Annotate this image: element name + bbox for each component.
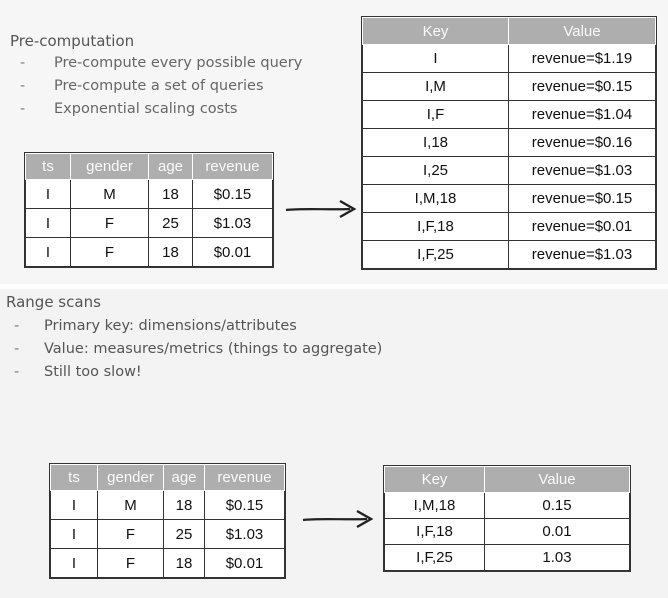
table-row [385,519,630,545]
table-cell: 0.01 [485,519,630,545]
column-header: revenue [205,465,285,491]
column-header: age [149,154,193,180]
dash-icon: - [20,55,26,71]
table-cell: I,F,25 [363,241,509,269]
range-scans-bullets [14,315,382,384]
key-value-table [362,17,656,269]
table-cell: I,25 [363,157,509,185]
table-cell: I,M,18 [385,493,485,519]
table-cell: revenue=$1.03 [509,157,656,185]
table-cell: I [26,180,71,209]
table-cell: $0.01 [193,238,273,267]
column-header: gender [71,154,149,180]
dash-icon: - [14,364,20,380]
table-row [363,45,656,73]
table-cell: M [98,491,164,520]
table-row [51,520,285,549]
table-row [363,241,656,269]
table-cell: F [71,238,149,267]
precomputation-heading: Pre-computation [10,32,135,50]
table-cell: I [26,209,71,238]
column-header: Key [363,18,509,45]
table-cell: I [51,491,98,520]
column-header: Value [485,467,630,493]
table-cell: revenue=$0.15 [509,185,656,213]
table-cell: I,F,25 [385,545,485,571]
table-row [26,180,273,209]
table-cell: I [51,520,98,549]
arrow-icon [301,508,375,530]
column-header: gender [98,465,164,491]
column-header: Key [385,467,485,493]
table-header-row [385,467,630,493]
dash-icon: - [14,341,20,357]
table-cell: I,F,18 [385,519,485,545]
table-cell: I,18 [363,129,509,157]
column-header: Value [509,18,656,45]
table-body [385,493,630,571]
dash-icon: - [14,318,20,334]
column-header: revenue [193,154,273,180]
table-cell: I,F,18 [363,213,509,241]
column-header: age [164,465,205,491]
table-cell: 18 [149,180,193,209]
table-row [385,545,630,571]
table-cell: $0.01 [205,549,285,578]
table-cell: 18 [149,238,193,267]
table-cell: F [71,209,149,238]
table-row [363,129,656,157]
bullet-item: - Pre-compute every possible query [20,52,302,75]
table-row [51,549,285,578]
source-table [50,464,285,578]
table-row [51,491,285,520]
table-cell: M [71,180,149,209]
table-cell: I,M,18 [363,185,509,213]
table-header-row [363,18,656,45]
table-cell: $0.15 [193,180,273,209]
table-row [363,185,656,213]
table-cell: I [26,238,71,267]
bullet-item: - Exponential scaling costs [20,98,302,121]
precomputation-bullets [20,52,302,121]
table-cell: I,M [363,73,509,101]
table-cell: 18 [164,549,205,578]
table-row [363,73,656,101]
source-table [25,153,273,267]
table-row [385,493,630,519]
bullet-item: - Pre-compute a set of queries [20,75,302,98]
table-cell: 25 [164,520,205,549]
table-cell: $1.03 [193,209,273,238]
key-value-table [384,466,630,571]
table-header-row [51,465,285,491]
table-cell: revenue=$1.04 [509,101,656,129]
table-cell: $0.15 [205,491,285,520]
table-body [26,180,273,267]
table-cell: revenue=$0.01 [509,213,656,241]
table-cell: revenue=$0.16 [509,129,656,157]
column-header: ts [26,154,71,180]
range-scans-heading: Range scans [6,293,101,311]
bullet-item: - Primary key: dimensions/attributes [14,315,382,338]
bullet-item: - Still too slow! [14,361,382,384]
table-row [363,157,656,185]
table-row [26,238,273,267]
table-cell: 18 [164,491,205,520]
bullet-item: - Value: measures/metrics (things to aggregate) [14,338,382,361]
table-cell: I,F [363,101,509,129]
table-body [363,45,656,269]
table-cell: revenue=$1.03 [509,241,656,269]
table-cell: 1.03 [485,545,630,571]
table-cell: I [51,549,98,578]
arrow-icon [284,198,358,220]
table-row [363,101,656,129]
table-row [363,213,656,241]
table-cell: F [98,520,164,549]
table-cell: $1.03 [205,520,285,549]
table-cell: revenue=$0.15 [509,73,656,101]
table-cell: F [98,549,164,578]
dash-icon: - [20,101,26,117]
column-header: ts [51,465,98,491]
table-body [51,491,285,578]
table-cell: I [363,45,509,73]
table-cell: revenue=$1.19 [509,45,656,73]
table-header-row [26,154,273,180]
table-row [26,209,273,238]
table-cell: 25 [149,209,193,238]
dash-icon: - [20,78,26,94]
table-cell: 0.15 [485,493,630,519]
